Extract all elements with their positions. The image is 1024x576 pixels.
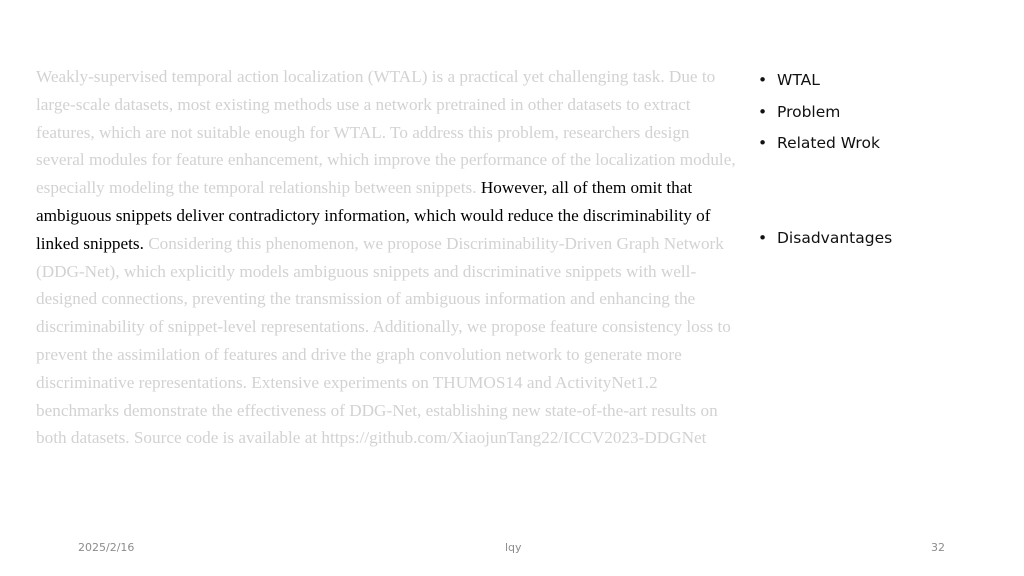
footer-page-number: 32	[931, 541, 945, 554]
outline-item-disadvantages: • Disadvantages	[757, 226, 892, 258]
abstract-highlight: However, all of them omit that ambiguous snippets deliver contradictory information, which would reduce the discriminability of linked snippets.	[36, 178, 711, 253]
outline-item-problem: • Problem	[757, 100, 892, 132]
outline-item-wtal: • WTAL	[757, 68, 892, 100]
abstract-dimmed-tail: Considering this phenomenon, we propose Discriminability-Driven Graph Network (DDG-Net), which explicitly models ambiguous snippets and discriminative snippets with well-designed connections, preventing the transmission of ambiguous information and enhancing the discriminability of snippet-level representations. Additionally, we propose feature consistency loss to prevent the assimilation of features and drive the graph convolution network to generate more discriminative representations. Extensive experiments on THUMOS14 and ActivityNet1.2 benchmarks demonstrate the effectiveness of DDG-Net, establishing new state-of-the-art results on both datasets. Source code is available at https://github.com/XiaojunTang22/ICCV2023-DDGNet	[36, 233, 731, 448]
footer-author: lqy	[505, 541, 522, 554]
outline-item-related-work: • Related Wrok	[757, 131, 892, 163]
footer-date: 2025/2/16	[78, 541, 135, 554]
abstract-dimmed-lead: Weakly-supervised temporal action localization (WTAL) is a practical yet challenging task. Due to large-scale datasets, most existing methods use a network pretrained in other datasets to extract features, which are not suitable enough for WTAL. To address this problem, researchers design several modules for feature enhancement, which improve the performance of the localization module, especially modeling the temporal relationship between snippets.	[36, 67, 736, 198]
outline-list	[757, 68, 892, 257]
abstract-paragraph	[36, 63, 740, 452]
